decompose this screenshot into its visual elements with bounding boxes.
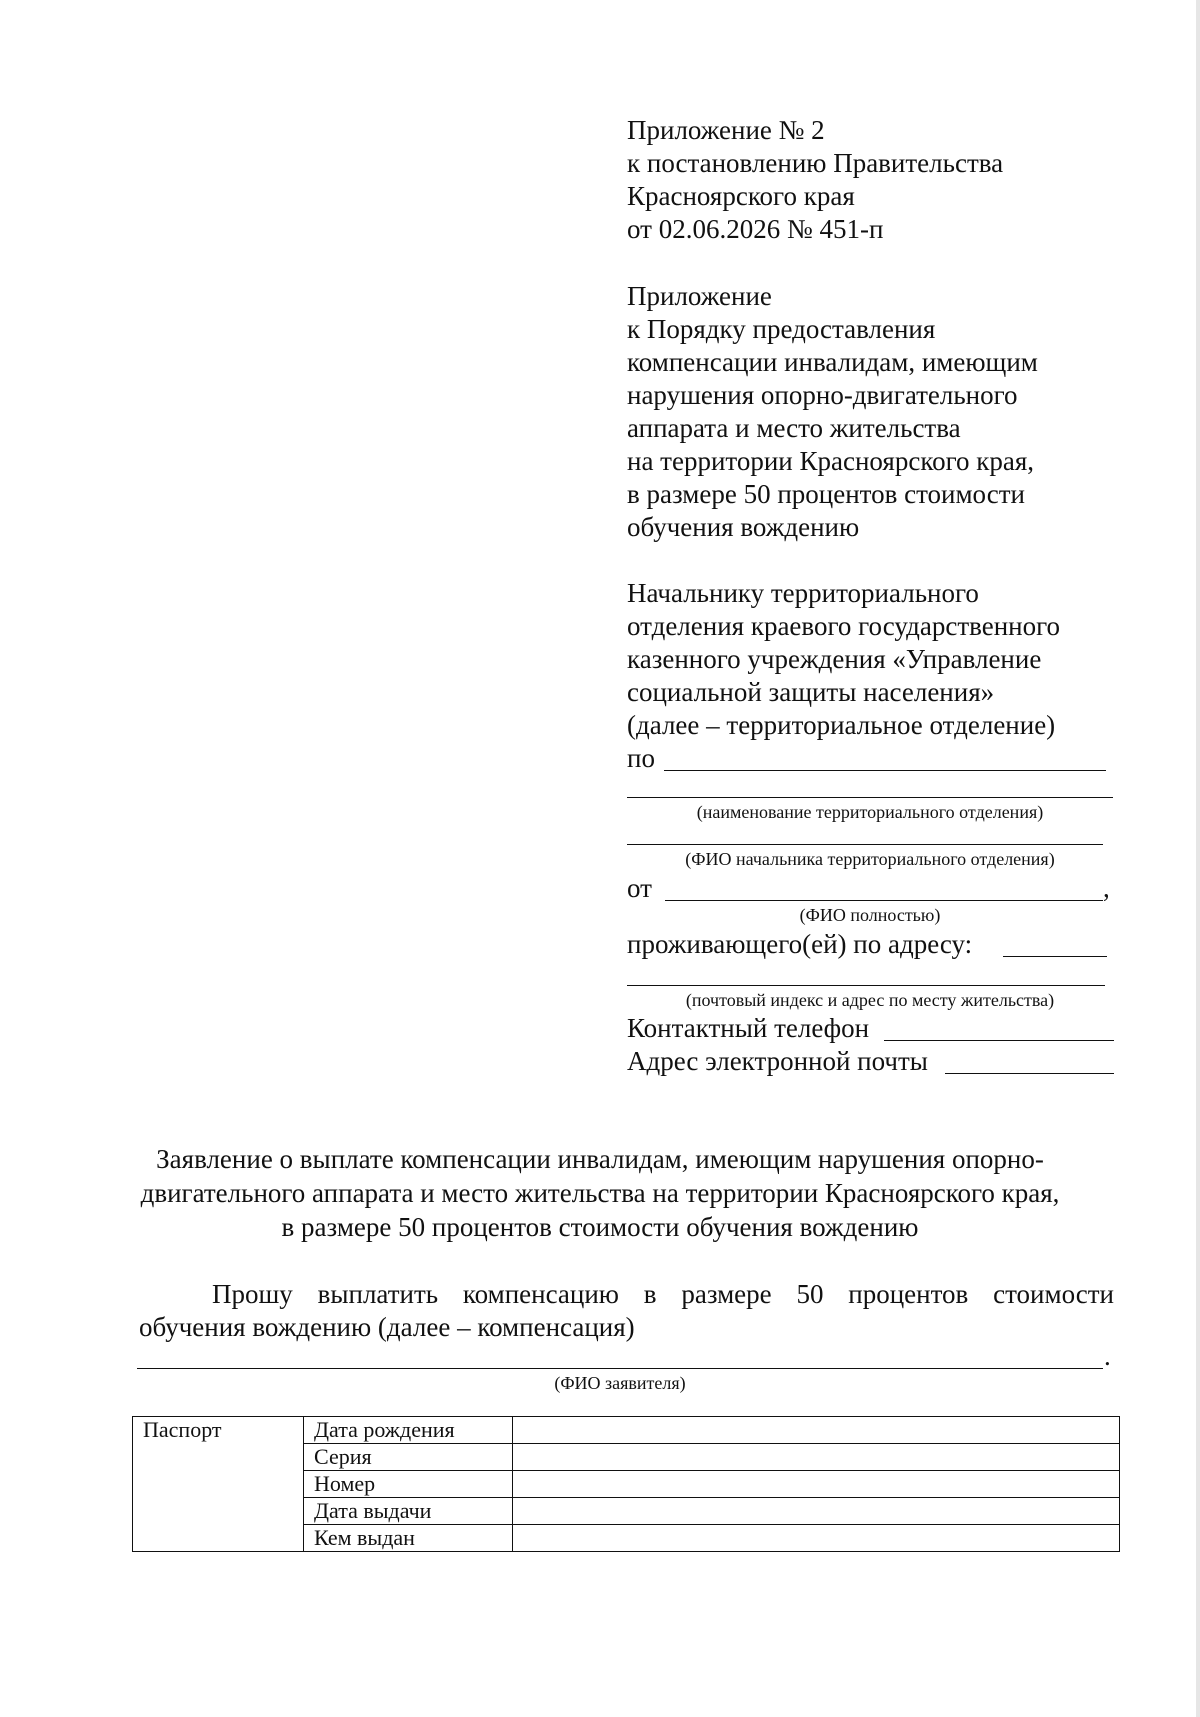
addressee-line: социальной защиты населения» (627, 677, 995, 707)
applicant-period: . (1104, 1341, 1111, 1371)
addressee-line: отделения краевого государственного (627, 611, 1061, 641)
series-label: Серия (314, 1444, 372, 1469)
phone-label: Контактный телефон (627, 1013, 870, 1043)
caption-address: (почтовый индекс и адрес по месту жительства) (685, 990, 1055, 1010)
email-label: Адрес электронной почты (627, 1046, 928, 1076)
body-line: Прошу выплатить компенсацию в размере 50 процентов стоимости (212, 1279, 1114, 1309)
residing-label: проживающего(ей) по адресу: (627, 929, 973, 959)
address-blank-line[interactable] (1003, 956, 1107, 957)
appendix-line: нарушения опорно-двигательного (627, 380, 1018, 410)
fio-blank-line[interactable] (665, 900, 1103, 901)
field-label-cell (304, 1471, 513, 1498)
appendix-2-resolution: к постановлению Правительства (627, 148, 1004, 178)
body-line: обучения вождению (далее – компенсация) (139, 1312, 635, 1342)
issue-date-value[interactable] (513, 1498, 1120, 1525)
appendix-line: на территории Красноярского края, (627, 446, 1034, 476)
appendix-2-date: от 02.06.2026 № 451-п (627, 214, 884, 244)
appendix-line: компенсации инвалидам, имеющим (627, 347, 1038, 377)
address-blank-line-2[interactable] (627, 985, 1105, 986)
passport-table (132, 1416, 1120, 1552)
division-blank-line-2[interactable] (627, 797, 1113, 798)
caption-head: (ФИО начальника территориального отделения) (685, 849, 1055, 869)
series-value[interactable] (513, 1444, 1120, 1471)
po-label: по (627, 743, 655, 773)
title-line: Заявление о выплате компенсации инвалидам, имеющим нарушения опорно- (156, 1144, 1044, 1174)
appendix-line: к Порядку предоставления (627, 314, 936, 344)
addressee-line: (далее – территориальное отделение) (627, 710, 1056, 740)
applicant-blank-line[interactable] (137, 1368, 1103, 1369)
table-row (133, 1417, 1120, 1444)
addressee-line: казенного учреждения «Управление (627, 644, 1042, 674)
field-label-cell (304, 1498, 513, 1525)
head-blank-line[interactable] (627, 844, 1103, 845)
birth-date-label: Дата рождения (314, 1417, 455, 1442)
field-label-cell (304, 1525, 513, 1552)
field-label-cell (304, 1417, 513, 1444)
ot-label: от (627, 873, 652, 903)
title-line: в размере 50 процентов стоимости обучения вождению (281, 1212, 919, 1242)
birth-date-value[interactable] (513, 1417, 1120, 1444)
title-line: двигательного аппарата и место жительства на территории Красноярского края, (140, 1178, 1060, 1208)
issue-date-label: Дата выдачи (314, 1498, 432, 1523)
number-value[interactable] (513, 1471, 1120, 1498)
division-blank-line[interactable] (664, 770, 1106, 771)
addressee-line: Начальнику территориального (627, 578, 979, 608)
appendix-2-title: Приложение № 2 (627, 115, 825, 145)
fio-comma: , (1103, 873, 1110, 903)
issued-by-value[interactable] (513, 1525, 1120, 1552)
passport-label-cell (133, 1417, 304, 1552)
caption-applicant: (ФИО заявителя) (554, 1373, 686, 1393)
scan-edge (1196, 0, 1200, 1717)
caption-fio: (ФИО полностью) (799, 905, 941, 925)
issued-by-label: Кем выдан (314, 1525, 415, 1550)
email-blank-line[interactable] (945, 1073, 1114, 1074)
appendix-2-region: Красноярского края (627, 181, 855, 211)
appendix-line: обучения вождению (627, 512, 860, 542)
passport-label: Паспорт (143, 1417, 222, 1442)
caption-division: (наименование территориального отделения) (696, 802, 1044, 822)
phone-blank-line[interactable] (884, 1040, 1114, 1041)
field-label-cell (304, 1444, 513, 1471)
number-label: Номер (314, 1471, 376, 1496)
appendix-line: аппарата и место жительства (627, 413, 961, 443)
appendix-line: в размере 50 процентов стоимости (627, 479, 1025, 509)
appendix-line: Приложение (627, 281, 772, 311)
